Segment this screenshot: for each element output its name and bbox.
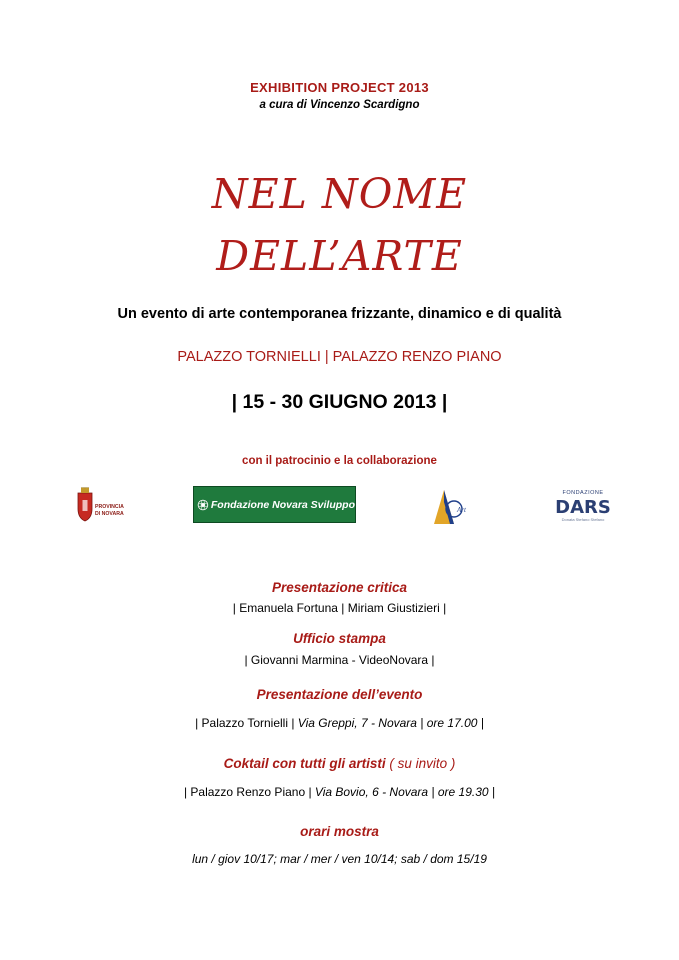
event-subtitle: Un evento di arte contemporanea frizzante, dinamico e di qualità [117,306,562,322]
venues-line: PALAZZO TORNIELLI | PALAZZO RENZO PIANO [177,349,502,365]
evento-address-time: Via Greppi, 7 - Novara | ore 17.00 | [297,716,484,730]
provincia-line-2: DI NOVARA [95,511,124,517]
coktail-details [0,785,679,799]
presentazione-evento-heading: Presentazione dell’evento [256,687,423,702]
ufficio-stampa-text: | Giovanni Marmina - VideoNovara | [244,653,435,667]
provincia-line-1: PROVINCIA [95,504,124,510]
dars-emblem-icon [548,486,618,524]
orari-mostra-text: lun / giov 10/17; mar / mer / ven 10/14; sab / dom 15/19 [192,852,487,866]
patronage-line: con il patrocinio e la collaborazione [242,455,437,467]
art-emblem-icon [432,488,487,526]
presentazione-critica-names: | Emanuela Fortuna | Miriam Giustizieri | [232,601,447,615]
art-logo [432,488,487,526]
fondazione-dars-logo [548,486,618,524]
fondazione-novara-text: Fondazione Novara Sviluppo [210,498,355,511]
coktail-heading-line [0,756,679,771]
dars-top-text: FONDAZIONE [562,490,604,496]
dars-bottom-text: Donata Stefano Stefano [561,517,605,522]
atom-emblem-icon [197,491,209,519]
provincia-novara-logo [75,487,127,527]
fondazione-novara-sviluppo-logo [193,486,356,523]
provincia-crest-icon [75,487,127,527]
curator-line: a cura di Vincenzo Scardigno [259,99,420,111]
coktail-heading: Coktail con tutti gli artisti [223,756,386,771]
art-logo-text: Art [457,506,466,514]
dates-line: | 15 - 30 GIUGNO 2013 | [231,391,448,413]
title-line-1: NEL NOME [211,170,468,218]
exhibition-project-heading: EXHIBITION PROJECT 2013 [250,80,429,95]
coktail-venue: | Palazzo Renzo Piano | [183,785,315,799]
orari-mostra-heading: orari mostra [300,824,379,839]
dars-main-text: DARS [555,497,611,518]
title-line-2: DELL’ARTE [216,232,463,280]
coktail-invite-note: ( su invito ) [385,756,456,771]
presentazione-critica-heading: Presentazione critica [271,580,408,595]
coktail-address-time: Via Bovio, 6 - Novara | ore 19.30 | [314,785,496,799]
evento-venue: | Palazzo Tornielli | [195,716,298,730]
presentazione-evento-details [0,716,679,730]
ufficio-stampa-heading: Ufficio stampa [293,631,386,646]
